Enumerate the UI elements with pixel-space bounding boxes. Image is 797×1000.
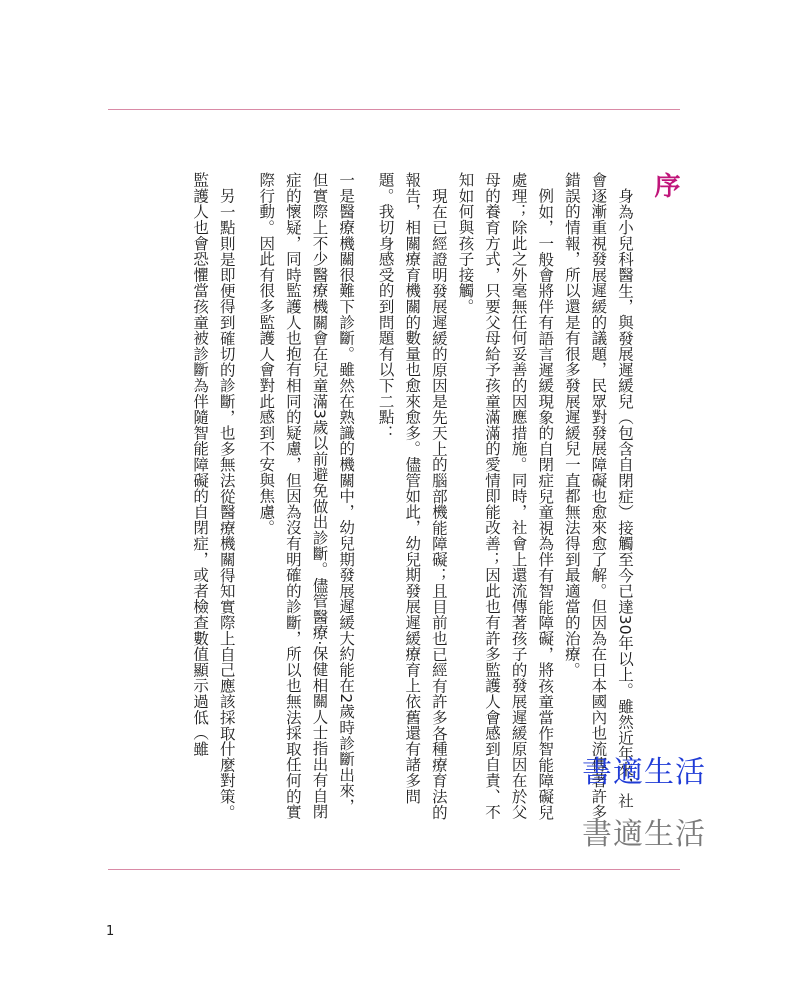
top-divider — [108, 109, 680, 110]
body-text — [108, 172, 638, 824]
paragraph: 另一點則是即便得到確切的診斷，也多無法從醫療機關得知實際上自己應該採取什麼對策。監護人也會恐懼當孩童被診斷為伴隨智能障礙的自閉症，或者檢查數值顯示過低（雖 — [191, 172, 236, 820]
bottom-divider — [108, 869, 680, 870]
paragraph: 現在已經證明發展遲緩的原因是先天上的腦部機能障礙；且目前也已經有許多各種療育法的報告，相關療育機關的數量也愈來愈多。儘管如此，幼兒期發展遲緩療育上依舊還有諸多問題。我切身感受的到問題有以下二點： — [376, 172, 448, 820]
watermark-secondary: 書適生活 — [582, 817, 706, 852]
paragraph: 例如，一般會將伴有語言遲緩現象的自閉症兒童視為伴有智能障礙，將孩童當作智能障礙兒處理；除此之外毫無任何妥善的因應措施。同時，社會上還流傳著孩子的發展遲緩原因在於父母的養育方式，只要父母給予孩童滿滿的愛情即能改善；因此也有許多監護人會感到自責、不知如何與孩子接觸。 — [456, 172, 555, 820]
paragraph: 一是醫療機關很難下診斷。雖然在熟識的機關中，幼兒期發展遲緩大約能在2歲時診斷出來，但實際上不少醫療機關會在兒童滿3歲以前避免做出診斷。儘管醫療‧保健相關人士指出有自閉症的懷疑，同時監護人也抱有相同的疑慮，但因為沒有明確的診斷，所以也無法採取任何的實際行動。因此有很多監護人會對此感到不安與焦慮。 — [257, 172, 356, 820]
page-number: 1 — [106, 924, 115, 939]
paragraph: 身為小兒科醫生，與發展遲緩兒（包含自閉症）接觸至今已達30年以上。雖然近年來，社會逐漸重視發展遲緩的議題，民眾對發展障礙也愈來愈了解。但因為在日本國內也流傳著許多錯誤的情報，所以還是有很多發展遲緩兒一直都無法得到最適當的治療。 — [562, 172, 634, 820]
chapter-heading: 序 — [650, 172, 680, 198]
watermark-primary: 書適生活 — [582, 755, 706, 790]
